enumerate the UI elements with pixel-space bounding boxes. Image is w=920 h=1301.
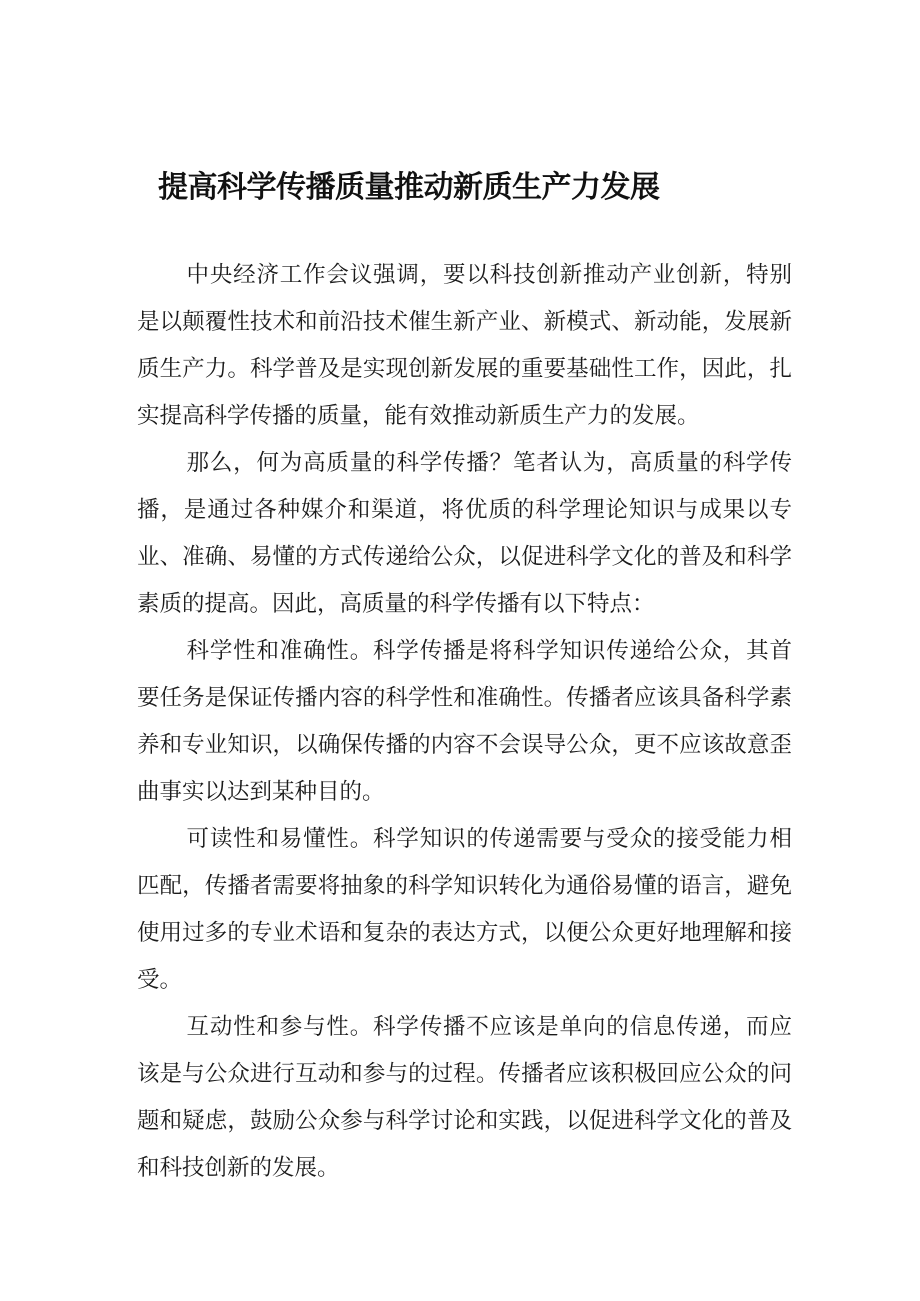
paragraph-readability: 可读性和易懂性。科学知识的传递需要与受众的接受能力相匹配，传播者需要将抽象的科学知识转化为通俗易懂的语言，避免使用过多的专业术语和复杂的表达方式，以便公众更好地理解和接受。 — [137, 826, 792, 993]
paragraph-accuracy: 科学性和准确性。科学传播是将科学知识传递给公众，其首要任务是保证传播内容的科学性和准确性。传播者应该具备科学素养和专业知识，以确保传播的内容不会误导公众，更不应该故意歪曲事实以达到某种目的。 — [137, 638, 792, 805]
document-body — [137, 252, 792, 1192]
document-title: 提高科学传播质量推动新质生产力发展 — [158, 170, 660, 205]
paragraph-intro: 中央经济工作会议强调，要以科技创新推动产业创新，特别是以颠覆性技术和前沿技术催生新产业、新模式、新动能，发展新质生产力。科学普及是实现创新发展的重要基础性工作，因此，扎实提高科学传播的质量，能有效推动新质生产力的发展。 — [137, 262, 792, 429]
paragraph-definition: 那么，何为高质量的科学传播？笔者认为，高质量的科学传播，是通过各种媒介和渠道，将优质的科学理论知识与成果以专业、准确、易懂的方式传递给公众，以促进科学文化的普及和科学素质的提高。因此，高质量的科学传播有以下特点： — [137, 450, 792, 617]
paragraph-interaction: 互动性和参与性。科学传播不应该是单向的信息传递，而应该是与公众进行互动和参与的过程。传播者应该积极回应公众的问题和疑虑，鼓励公众参与科学讨论和实践，以促进科学文化的普及和科技创新的发展。 — [137, 1014, 792, 1181]
